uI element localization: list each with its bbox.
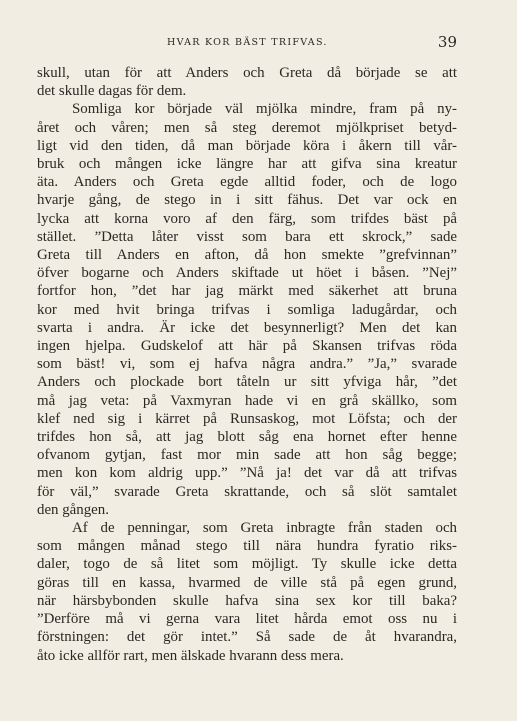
text-line: hvarje gång, de stego in i sitt fähus. Det var ock en [37, 192, 457, 209]
text-line: stället. ”Detta låter visst som bara ett skrock,” sade [37, 228, 457, 245]
text-line: Anders och plockade bort tåteln ur sitt yfviga hår, ”det [37, 374, 457, 391]
text-line: för väl,” svarade Greta skrattande, och så slöt samtalet [37, 483, 457, 500]
text-line: Somliga kor började väl mjölka mindre, fram på ny- [72, 101, 457, 118]
text-line: svarta i andra. Är icke det besynnerligt? Men det kan [37, 319, 457, 336]
body-text [37, 64, 457, 665]
text-line: Greta till Anders en afton, då hon smekte ”grefvinnan” [37, 247, 457, 264]
text-line: som bäst! vi, som ej hafva några andra.” ”Ja,” svarade [37, 356, 457, 373]
text-line: öfver bogarne och Anders skiftade ut höet i båsen. ”Nej” [37, 265, 457, 282]
text-line: förstningen: det gör intet.” Så sade de åt hvarandra, [37, 629, 457, 646]
text-line: trifdes hon så, att jag blott såg ena hornet efter henne [37, 429, 457, 446]
text-line: åto icke allför rart, men älskade hvarann dess mera. [37, 647, 344, 664]
text-line: skull, utan för att Anders och Greta då började se att [37, 65, 457, 81]
text-line: ofvanom gytjan, fast mor min sade att hon såg begge; [37, 447, 457, 464]
text-line: fortfor hon, ”det har jag märkt med säkerhet att bruna [37, 283, 457, 300]
text-line: må jag veta: på Vaxmyran hade vi en grå skällko, som [37, 392, 457, 409]
text-line: som mången månad stego till nära hundra fyratio riks- [37, 538, 457, 555]
text-line: bruk och mången icke längre har att gifva sina kreatur [37, 156, 457, 173]
text-line: året och våren; men så steg deremot mjölkpriset betyd- [37, 119, 457, 136]
text-line: den gången. [37, 501, 109, 518]
text-line: det skulle dagas för dem. [37, 83, 187, 100]
text-line: lycka att korna voro af den färg, som trifdes bäst på [37, 210, 457, 227]
running-title: HVAR KOR BÄST TRIFVAS. [167, 37, 328, 48]
running-head [37, 33, 457, 53]
text-line: kor med hvit bringa trifvas i somliga ladugårdar, och [37, 301, 457, 318]
text-line: ligt vid den tiden, då man började köra i åkern till vår- [37, 137, 457, 154]
text-line: göras till en kassa, hvarmed de ville stå på egen grund, [37, 574, 457, 591]
text-line: Af de penningar, som Greta inbragte från staden och [72, 520, 457, 537]
text-line: när härsbybonden skulle hafva sina sex kor till baka? [37, 592, 457, 609]
text-line: äta. Anders och Greta egde alltid foder, och de logo [37, 174, 457, 191]
text-line: ingen hjelpa. Gudskelof att här på Skansen trifvas röda [37, 338, 457, 355]
text-line: daler, togo de så litet som möjligt. Ty skulle icke detta [37, 556, 457, 573]
text-line: klef ned sig i kärret på Runsaskog, mot Löfsta; och der [37, 410, 457, 427]
text-line: men kon kom aldrig upp.” ”Nå ja! det var då att trifvas [37, 465, 457, 482]
text-line: ”Derföre må vi gerna vara litet hårda emot oss nu i [37, 611, 457, 628]
page-number: 39 [437, 33, 457, 51]
